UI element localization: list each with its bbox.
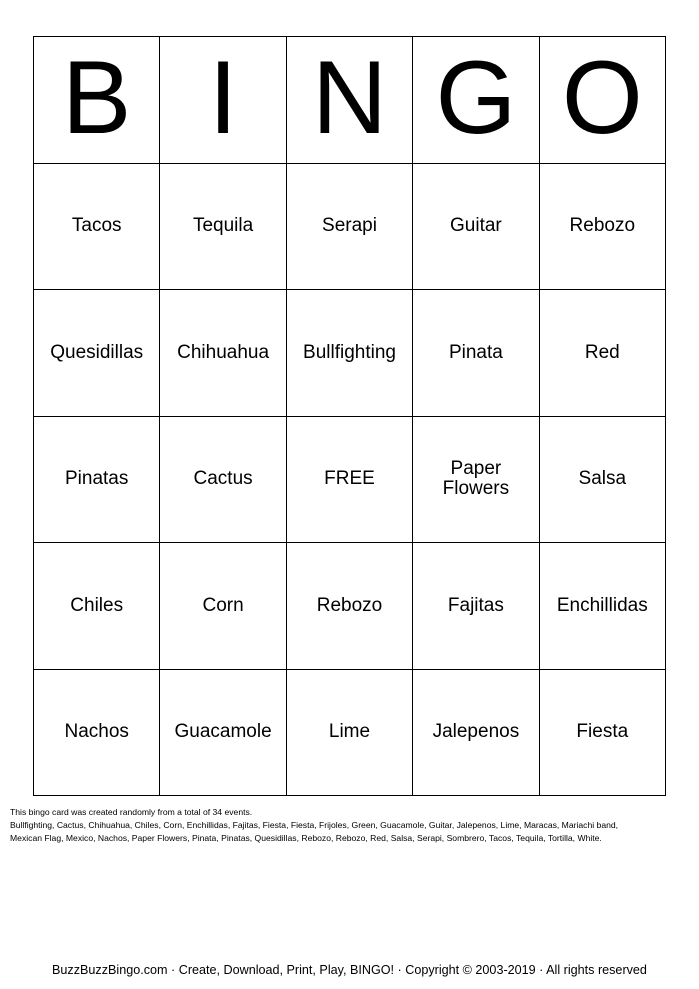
bingo-cell: Paper Flowers [413, 417, 539, 544]
header-letter-b: B [34, 37, 160, 164]
bingo-cell: Corn [160, 543, 286, 670]
bingo-cell: Fajitas [413, 543, 539, 670]
info-summary: This bingo card was created randomly from a total of 34 events. [10, 807, 253, 817]
bingo-cell: Pinata [413, 290, 539, 417]
bingo-cell: Guitar [413, 164, 539, 291]
bingo-card [33, 36, 666, 796]
free-space-cell: FREE [287, 417, 413, 544]
bingo-cell: Chiles [34, 543, 160, 670]
bingo-cell: Rebozo [540, 164, 666, 291]
bingo-cell: Red [540, 290, 666, 417]
page-footer: BuzzBuzzBingo.com · Create, Download, Print, Play, BINGO! · Copyright © 2003-2019 · All rights reserved [52, 963, 647, 977]
card-info [10, 806, 690, 845]
bingo-cell: Rebozo [287, 543, 413, 670]
header-letter-n: N [287, 37, 413, 164]
header-letter-i: I [160, 37, 286, 164]
bingo-cell: Enchillidas [540, 543, 666, 670]
bingo-cell: Tequila [160, 164, 286, 291]
bingo-cell: Lime [287, 670, 413, 797]
bingo-cell: Tacos [34, 164, 160, 291]
bingo-cell: Pinatas [34, 417, 160, 544]
bingo-cell: Bullfighting [287, 290, 413, 417]
bingo-cell: Chihuahua [160, 290, 286, 417]
bingo-cell: Fiesta [540, 670, 666, 797]
info-event-list-continued: Mexican Flag, Mexico, Nachos, Paper Flowers, Pinata, Pinatas, Quesidillas, Rebozo, Rebozo, Red, Salsa, Serapi, Sombrero, Tacos, Tequila, Tortilla, White. [10, 833, 602, 843]
header-letter-o: O [540, 37, 666, 164]
bingo-cell: Nachos [34, 670, 160, 797]
bingo-cell: Guacamole [160, 670, 286, 797]
bingo-cell: Quesidillas [34, 290, 160, 417]
bingo-cell: Jalepenos [413, 670, 539, 797]
info-event-list: Bullfighting, Cactus, Chihuahua, Chiles, Corn, Enchillidas, Fajitas, Fiesta, Fiesta, Frijoles, Green, Guacamole, Guitar, Jalepenos, Lime, Maracas, Mariachi band, [10, 820, 619, 830]
bingo-cell: Cactus [160, 417, 286, 544]
bingo-cell: Serapi [287, 164, 413, 291]
bingo-cell: Salsa [540, 417, 666, 544]
header-letter-g: G [413, 37, 539, 164]
